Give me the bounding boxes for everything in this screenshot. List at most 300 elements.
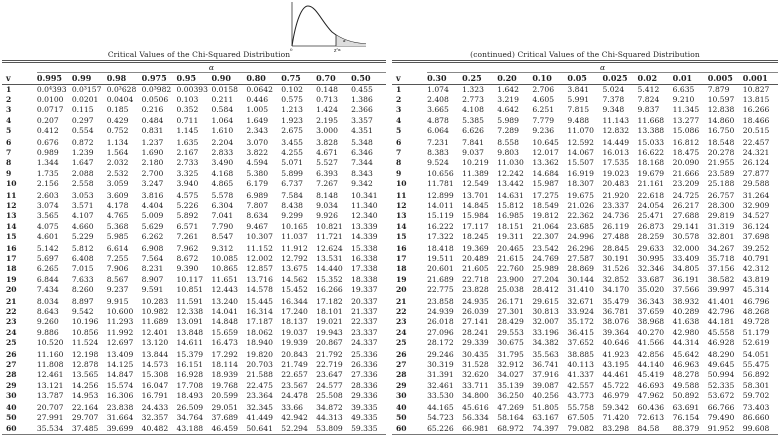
value-cell: 38.968 bbox=[637, 317, 665, 327]
value-cell: 7.633 bbox=[71, 274, 94, 284]
value-cell: 15.507 bbox=[567, 158, 594, 168]
value-cell: 7.790 bbox=[211, 221, 234, 231]
value-cell: 0.00393 bbox=[176, 85, 208, 94]
value-cell: 37.566 bbox=[672, 284, 700, 294]
value-cell: 16.306 bbox=[106, 390, 134, 400]
value-cell: 23.567 bbox=[281, 380, 308, 390]
df-cell: 50 bbox=[396, 413, 407, 423]
value-cell: 11.037 bbox=[281, 231, 308, 241]
value-cell: 19.812 bbox=[532, 211, 559, 221]
value-cell: 16.266 bbox=[742, 105, 770, 115]
value-cell: 26.336 bbox=[351, 360, 378, 370]
value-cell: 66.981 bbox=[462, 423, 489, 433]
value-cell: 10.341 bbox=[351, 191, 378, 201]
value-cell: 32.007 bbox=[532, 317, 559, 327]
value-cell: 10.982 bbox=[141, 307, 169, 317]
df-cell: 20 bbox=[396, 284, 407, 294]
value-cell: 35.563 bbox=[532, 350, 559, 360]
value-cell: 2.532 bbox=[106, 168, 129, 178]
value-cell: 53.672 bbox=[707, 390, 735, 400]
value-cell: 6.262 bbox=[141, 231, 164, 241]
value-cell: 38.582 bbox=[707, 274, 735, 284]
value-cell: 11.152 bbox=[246, 244, 273, 254]
table-row bbox=[2, 317, 386, 327]
table-row bbox=[392, 85, 778, 96]
table-row bbox=[2, 158, 386, 168]
value-cell: 6.571 bbox=[176, 221, 199, 231]
value-cell: 27.991 bbox=[36, 413, 64, 423]
table-row bbox=[392, 307, 778, 317]
value-cell: 19.337 bbox=[351, 284, 378, 294]
value-cell: 0.554 bbox=[71, 125, 94, 135]
value-cell: 13.787 bbox=[36, 390, 64, 400]
value-cell: 23.364 bbox=[246, 390, 273, 400]
value-cell: 34.800 bbox=[462, 390, 489, 400]
value-cell: 18.466 bbox=[742, 115, 770, 125]
value-cell: 59.702 bbox=[742, 390, 770, 400]
value-cell: 10.851 bbox=[176, 284, 204, 294]
value-cell: 20.599 bbox=[211, 390, 239, 400]
value-cell: 48.290 bbox=[707, 350, 735, 360]
spacer bbox=[2, 63, 37, 73]
table-row bbox=[2, 275, 386, 285]
value-cell: 15.119 bbox=[427, 211, 454, 221]
table-row bbox=[392, 285, 778, 295]
value-cell: 41.638 bbox=[672, 317, 700, 327]
value-cell: 24.725 bbox=[672, 191, 700, 201]
value-cell: 52.619 bbox=[742, 337, 770, 347]
value-cell: 6.989 bbox=[246, 191, 269, 201]
value-cell: 44.181 bbox=[707, 317, 735, 327]
value-cell: 37.916 bbox=[532, 370, 559, 380]
column-header: 0.001 bbox=[743, 73, 778, 85]
value-cell: 12.340 bbox=[351, 211, 378, 221]
value-cell: 18.151 bbox=[497, 221, 524, 231]
value-cell: 11.345 bbox=[672, 105, 700, 115]
value-cell: 9.390 bbox=[176, 264, 199, 274]
value-cell: 63.167 bbox=[532, 413, 559, 423]
value-cell: 36.124 bbox=[742, 221, 770, 231]
value-cell: 13.675 bbox=[281, 264, 308, 274]
value-cell: 29.707 bbox=[71, 413, 99, 423]
column-header: 0.005 bbox=[708, 73, 743, 85]
value-cell: 31.664 bbox=[106, 413, 134, 423]
value-cell: 0.713 bbox=[316, 95, 338, 105]
value-cell: 32.801 bbox=[707, 231, 735, 241]
value-cell: 42.942 bbox=[281, 413, 308, 423]
table-row bbox=[392, 391, 778, 401]
value-cell: 5.412 bbox=[637, 85, 660, 94]
table-row bbox=[2, 360, 386, 370]
value-cell: 39.252 bbox=[742, 244, 770, 254]
value-cell: 19.021 bbox=[316, 317, 343, 327]
df-cell: 13 bbox=[6, 211, 17, 221]
value-cell: 12.002 bbox=[246, 254, 273, 264]
value-cell: 3.455 bbox=[281, 138, 303, 148]
table-row bbox=[392, 201, 778, 211]
value-cell: 4.601 bbox=[36, 231, 59, 241]
value-cell: 13.339 bbox=[351, 221, 378, 231]
value-cell: 46.693 bbox=[637, 380, 665, 390]
table-row bbox=[392, 158, 778, 168]
value-cell: 15.574 bbox=[106, 380, 134, 390]
value-cell: 74.397 bbox=[532, 423, 559, 433]
value-cell: 42.980 bbox=[672, 327, 700, 337]
value-cell: 9.260 bbox=[36, 317, 59, 327]
value-cell: 32.346 bbox=[637, 264, 665, 274]
value-cell: 17.187 bbox=[246, 317, 273, 327]
value-cell: 2.167 bbox=[176, 148, 199, 158]
value-cell: 22.457 bbox=[742, 138, 770, 148]
value-cell: 1.424 bbox=[316, 105, 338, 115]
value-cell: 21.749 bbox=[281, 360, 308, 370]
value-cell: 67.505 bbox=[567, 413, 594, 423]
value-cell: 13.844 bbox=[141, 350, 169, 360]
value-cell: 39.335 bbox=[351, 403, 378, 413]
value-cell: 24.939 bbox=[427, 307, 454, 317]
value-cell: 3.219 bbox=[497, 95, 519, 105]
df-cell: 40 bbox=[396, 403, 407, 413]
figure-area-label: α bbox=[343, 38, 346, 43]
df-cell: 3 bbox=[6, 105, 12, 115]
value-cell: 5.892 bbox=[176, 211, 199, 221]
df-cell: 20 bbox=[6, 284, 17, 294]
value-cell: 30.995 bbox=[637, 254, 665, 264]
table-row bbox=[2, 285, 386, 295]
value-cell: 40.270 bbox=[637, 327, 665, 337]
value-cell: 10.821 bbox=[316, 221, 343, 231]
value-cell: 2.408 bbox=[427, 95, 449, 105]
value-cell: 18.245 bbox=[462, 231, 489, 241]
value-cell: 5.071 bbox=[281, 158, 303, 168]
value-cell: 11.030 bbox=[497, 158, 524, 168]
value-cell: 5.578 bbox=[211, 191, 234, 201]
value-cell: 32.345 bbox=[246, 403, 273, 413]
value-cell: 9.488 bbox=[567, 115, 590, 125]
value-cell: 28.845 bbox=[602, 244, 630, 254]
value-cell: 20.278 bbox=[707, 148, 735, 158]
value-cell: 11.591 bbox=[176, 297, 204, 307]
df-cell: 25 bbox=[396, 337, 407, 347]
value-cell: 4.865 bbox=[211, 178, 234, 188]
value-cell: 15.086 bbox=[672, 125, 700, 135]
value-cell: 14.631 bbox=[497, 191, 524, 201]
value-cell: 5.989 bbox=[497, 115, 519, 125]
value-cell: 12.401 bbox=[141, 327, 169, 337]
table-row bbox=[2, 232, 386, 242]
value-cell: 20.483 bbox=[602, 178, 630, 188]
value-cell: 4.765 bbox=[106, 211, 129, 221]
table-row bbox=[392, 242, 778, 254]
value-cell: 32.912 bbox=[497, 360, 524, 370]
value-cell: 0.989 bbox=[36, 148, 59, 158]
value-cell: 34.805 bbox=[672, 264, 700, 274]
value-cell: 46.459 bbox=[211, 423, 239, 433]
value-cell: 7.841 bbox=[462, 138, 484, 148]
df-cell: 2 bbox=[6, 95, 12, 105]
value-cell: 48.278 bbox=[672, 370, 700, 380]
value-cell: 14.953 bbox=[71, 390, 99, 400]
value-cell: 37.698 bbox=[742, 231, 770, 241]
value-cell: 3.571 bbox=[71, 201, 94, 211]
value-cell: 26.757 bbox=[707, 191, 735, 201]
value-cell: 0.429 bbox=[106, 115, 129, 125]
value-cell: 4.168 bbox=[211, 168, 234, 178]
value-cell: 6.346 bbox=[351, 148, 373, 158]
table-row bbox=[392, 413, 778, 423]
value-cell: 55.758 bbox=[567, 403, 594, 413]
df-cell: 6 bbox=[6, 138, 12, 148]
value-cell: 6.614 bbox=[106, 244, 129, 254]
df-cell: 7 bbox=[6, 148, 12, 158]
value-cell: 3.357 bbox=[351, 115, 373, 125]
value-cell: 8.148 bbox=[316, 191, 338, 201]
value-cell: 38.932 bbox=[672, 297, 700, 307]
value-cell: 41.566 bbox=[637, 337, 665, 347]
value-cell: 0.207 bbox=[36, 115, 59, 125]
value-cell: 14.440 bbox=[316, 264, 343, 274]
value-cell: 3.247 bbox=[141, 178, 164, 188]
value-cell: 13.701 bbox=[462, 191, 489, 201]
value-cell: 3.665 bbox=[427, 105, 449, 115]
df-cell: 5 bbox=[396, 125, 402, 135]
value-cell: 10.645 bbox=[532, 138, 559, 148]
value-cell: 31.528 bbox=[462, 360, 489, 370]
table-row bbox=[392, 370, 778, 380]
value-cell: 0.211 bbox=[211, 95, 234, 105]
value-cell: 13.388 bbox=[637, 125, 665, 135]
value-cell: 5.991 bbox=[567, 95, 590, 105]
value-cell: 7.879 bbox=[707, 85, 730, 94]
value-cell: 2.700 bbox=[141, 168, 164, 178]
value-cell: 0.115 bbox=[71, 105, 94, 115]
value-cell: 11.992 bbox=[106, 327, 134, 337]
value-cell: 39.699 bbox=[106, 423, 134, 433]
value-cell: 36.250 bbox=[497, 390, 524, 400]
value-cell: 26.039 bbox=[462, 307, 489, 317]
value-cell: 2.366 bbox=[351, 105, 373, 115]
value-cell: 29.588 bbox=[742, 178, 770, 188]
value-cell: 18.940 bbox=[246, 337, 273, 347]
value-cell: 54.051 bbox=[742, 350, 770, 360]
value-cell: 47.962 bbox=[637, 390, 665, 400]
column-header: 0.90 bbox=[211, 73, 246, 85]
value-cell: 19.037 bbox=[281, 327, 308, 337]
value-cell: 15.984 bbox=[462, 211, 489, 221]
value-cell: 18.939 bbox=[211, 370, 239, 380]
value-cell: 49.645 bbox=[707, 360, 735, 370]
df-cell: 13 bbox=[396, 211, 407, 221]
value-cell: 5.024 bbox=[602, 85, 625, 94]
table-row bbox=[392, 295, 778, 307]
value-cell: 23.900 bbox=[497, 274, 524, 284]
value-cell: 22.618 bbox=[637, 191, 665, 201]
df-cell: 10 bbox=[396, 178, 407, 188]
value-cell: 3.070 bbox=[246, 138, 269, 148]
value-cell: 2.675 bbox=[281, 125, 303, 135]
value-cell: 6.179 bbox=[246, 178, 269, 188]
value-cell: 14.684 bbox=[532, 168, 559, 178]
value-cell: 2.032 bbox=[106, 158, 129, 168]
value-cell: 13.716 bbox=[246, 274, 273, 284]
value-cell: 29.819 bbox=[707, 211, 735, 221]
df-cell: 1 bbox=[396, 85, 402, 94]
value-cell: 2.733 bbox=[176, 158, 199, 168]
value-cell: 1.564 bbox=[106, 148, 129, 158]
value-cell: 6.408 bbox=[71, 254, 94, 264]
table-row bbox=[2, 85, 386, 96]
value-cell: 3.609 bbox=[106, 191, 129, 201]
table-row bbox=[392, 264, 778, 274]
value-cell: 9.342 bbox=[351, 178, 373, 188]
value-cell: 31.319 bbox=[707, 221, 735, 231]
value-cell: 9.803 bbox=[497, 148, 519, 158]
df-cell: 60 bbox=[6, 423, 17, 433]
value-cell: 6.844 bbox=[36, 274, 59, 284]
df-cell: 14 bbox=[6, 221, 17, 231]
value-cell: 9.837 bbox=[637, 105, 660, 115]
value-cell: 2.204 bbox=[211, 138, 234, 148]
value-cell: 15.445 bbox=[246, 297, 273, 307]
value-cell: 55.475 bbox=[742, 360, 770, 370]
value-cell: 2.343 bbox=[246, 125, 269, 135]
value-cell: 44.313 bbox=[316, 413, 343, 423]
value-cell: 20.867 bbox=[316, 337, 343, 347]
value-cell: 13.409 bbox=[106, 350, 134, 360]
value-cell: 5.629 bbox=[141, 221, 164, 231]
table-row bbox=[2, 338, 386, 348]
df-cell: 60 bbox=[396, 423, 407, 433]
column-header: 0.02 bbox=[638, 73, 673, 85]
value-cell: 24.433 bbox=[141, 403, 169, 413]
value-cell: 23.685 bbox=[567, 221, 594, 231]
value-cell: 33.66 bbox=[281, 403, 303, 413]
table-row bbox=[2, 264, 386, 274]
value-cell: 11.389 bbox=[462, 168, 489, 178]
value-cell: 26.217 bbox=[672, 201, 700, 211]
value-cell: 14.041 bbox=[211, 307, 239, 317]
v-header: v bbox=[392, 73, 427, 85]
column-header: 0.975 bbox=[142, 73, 177, 85]
column-header: 0.70 bbox=[316, 73, 351, 85]
value-cell: 33.687 bbox=[637, 274, 665, 284]
value-cell: 18.475 bbox=[672, 148, 700, 158]
df-cell: 50 bbox=[6, 413, 17, 423]
value-cell: 56.334 bbox=[462, 413, 489, 423]
v-header: v bbox=[2, 73, 37, 85]
value-cell: 54.723 bbox=[427, 413, 454, 423]
df-cell: 15 bbox=[6, 231, 17, 241]
value-cell: 40.791 bbox=[742, 254, 770, 264]
value-cell: 7.344 bbox=[351, 158, 373, 168]
value-cell: 2.773 bbox=[462, 95, 484, 105]
df-cell: 15 bbox=[396, 231, 407, 241]
value-cell: 11.651 bbox=[211, 274, 239, 284]
df-cell: 29 bbox=[6, 380, 17, 390]
value-cell: 18.338 bbox=[351, 274, 378, 284]
value-cell: 17.338 bbox=[351, 264, 378, 274]
value-cell: 20.515 bbox=[742, 125, 770, 135]
value-cell: 13.848 bbox=[176, 327, 204, 337]
value-cell: 50.641 bbox=[246, 423, 273, 433]
value-cell: 1.145 bbox=[176, 125, 199, 135]
column-header: 0.995 bbox=[37, 73, 72, 85]
value-cell: 38.885 bbox=[567, 350, 594, 360]
table-row bbox=[2, 242, 386, 254]
value-cell: 23.209 bbox=[672, 178, 700, 188]
value-cell: 4.605 bbox=[532, 95, 555, 105]
value-cell: 18.307 bbox=[567, 178, 594, 188]
value-cell: 18.114 bbox=[211, 360, 239, 370]
value-cell: 4.642 bbox=[497, 105, 519, 115]
df-cell: 8 bbox=[6, 158, 12, 168]
value-cell: 16.750 bbox=[707, 125, 735, 135]
value-cell: 0.446 bbox=[246, 95, 269, 105]
value-cell: 14.845 bbox=[462, 201, 489, 211]
value-cell: 43.188 bbox=[176, 423, 204, 433]
value-cell: 10.283 bbox=[141, 297, 169, 307]
table-row bbox=[2, 179, 386, 189]
value-cell: 1.386 bbox=[351, 95, 373, 105]
value-cell: 14.847 bbox=[106, 370, 134, 380]
value-cell: 44.140 bbox=[637, 360, 665, 370]
value-cell: 63.691 bbox=[672, 403, 700, 413]
value-cell: 1.074 bbox=[427, 85, 449, 94]
value-cell: 15.308 bbox=[141, 370, 169, 380]
column-header: 0.05 bbox=[567, 73, 602, 85]
value-cell: 83.298 bbox=[602, 423, 630, 433]
table-row bbox=[392, 95, 778, 105]
value-cell: 34.527 bbox=[742, 211, 770, 221]
df-cell: 26 bbox=[6, 350, 17, 360]
value-cell: 13.277 bbox=[672, 115, 700, 125]
value-cell: 7.824 bbox=[637, 95, 660, 105]
value-cell: 19.369 bbox=[462, 244, 489, 254]
value-cell: 10.085 bbox=[211, 254, 239, 264]
value-cell: 31.391 bbox=[427, 370, 454, 380]
value-cell: 45.642 bbox=[672, 350, 700, 360]
value-cell: 30.813 bbox=[532, 307, 559, 317]
value-cell: 32.000 bbox=[672, 244, 700, 254]
value-cell: 68.972 bbox=[497, 423, 524, 433]
value-cell: 20.489 bbox=[462, 254, 489, 264]
right-table-title: (continued) Critical Values of the Chi-Squared Distribution bbox=[470, 50, 700, 59]
value-cell: 3.816 bbox=[141, 191, 164, 201]
value-cell: 71.420 bbox=[602, 413, 630, 423]
table-row bbox=[2, 401, 386, 413]
value-cell: 32.852 bbox=[602, 274, 630, 284]
value-cell: 7.378 bbox=[602, 95, 625, 105]
value-cell: 27.141 bbox=[462, 317, 489, 327]
value-cell: 18.137 bbox=[281, 317, 308, 327]
column-header: 0.98 bbox=[107, 73, 142, 85]
df-cell: 23 bbox=[396, 317, 407, 327]
value-cell: 14.578 bbox=[246, 284, 273, 294]
value-cell: 35.479 bbox=[602, 297, 630, 307]
value-cell: 10.117 bbox=[176, 274, 204, 284]
value-cell: 9.926 bbox=[316, 211, 338, 221]
value-cell: 34.170 bbox=[602, 284, 630, 294]
value-cell: 46.796 bbox=[742, 297, 770, 307]
value-cell: 39.087 bbox=[532, 380, 559, 390]
df-cell: 28 bbox=[396, 370, 407, 380]
value-cell: 29.336 bbox=[351, 390, 378, 400]
value-cell: 4.075 bbox=[36, 221, 59, 231]
left-table-title: Critical Values of the Chi-Squared Distribution bbox=[107, 50, 291, 59]
value-cell: 56.892 bbox=[742, 370, 770, 380]
value-cell: 3.059 bbox=[106, 178, 129, 188]
value-cell: 2.180 bbox=[141, 158, 164, 168]
